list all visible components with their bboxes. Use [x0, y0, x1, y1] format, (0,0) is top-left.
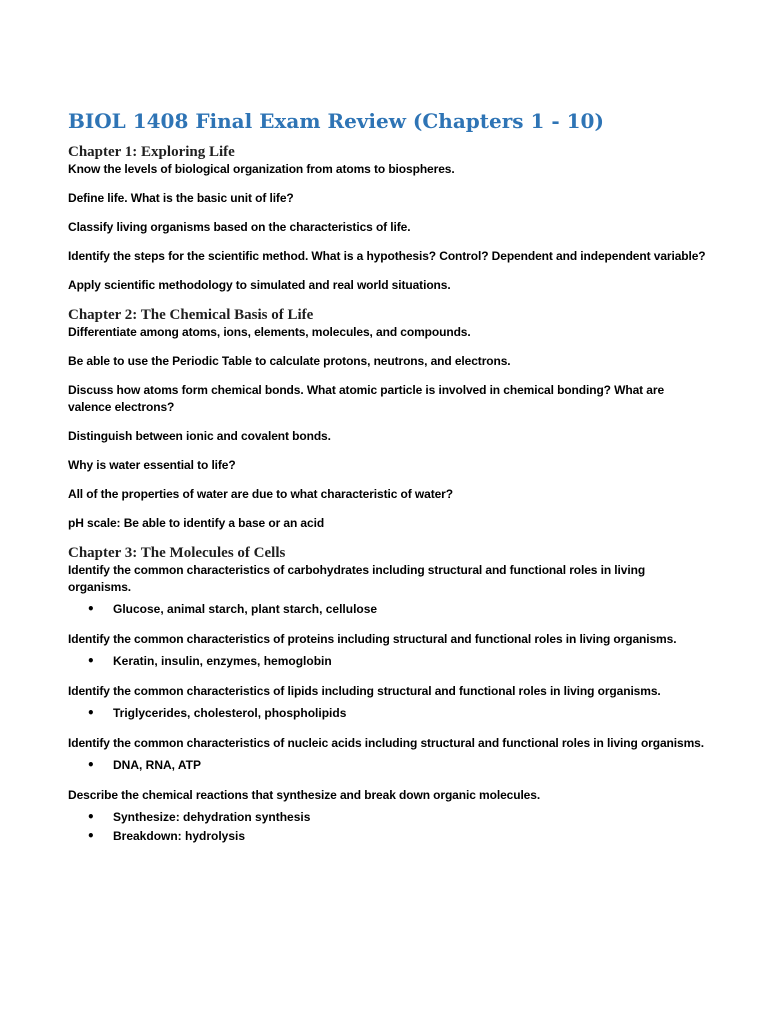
bullet-dot-icon: • [87, 758, 95, 772]
review-item: Identify the common characteristics of lipids including structural and functional roles in living organisms. [68, 684, 661, 698]
review-item: Classify living organisms based on the characteristics of life. [68, 220, 411, 234]
bullet-text: Synthesize: dehydration synthesis [113, 810, 311, 824]
bullet-dot-icon: • [87, 602, 95, 616]
bullet-list [68, 652, 708, 671]
chapter-heading: Chapter 3: The Molecules of Cells [68, 545, 286, 561]
review-item: Describe the chemical reactions that synthesize and break down organic molecules. [68, 788, 541, 802]
bullet-text: Breakdown: hydrolysis [113, 829, 246, 843]
review-item: Identify the steps for the scientific method. What is a hypothesis? Control? Dependent and independent variable? [68, 249, 706, 263]
review-item: Identify the common characteristics of nucleic acids including structural and functional roles in living organisms. [68, 736, 704, 750]
review-item: Discuss how atoms form chemical bonds. What atomic particle is involved in chemical bonding? What are valence electrons? [68, 383, 665, 414]
bullet-item [68, 704, 708, 723]
document-page [68, 108, 708, 858]
review-item: Know the levels of biological organization from atoms to biospheres. [68, 162, 455, 176]
bullet-item [68, 827, 708, 846]
chapter-list [68, 143, 708, 846]
review-item: Be able to use the Periodic Table to calculate protons, neutrons, and electrons. [68, 354, 511, 368]
bullet-text: Triglycerides, cholesterol, phospholipids [113, 706, 347, 720]
bullet-item [68, 600, 708, 619]
bullet-item [68, 652, 708, 671]
chapter-heading: Chapter 1: Exploring Life [68, 144, 235, 160]
bullet-item [68, 756, 708, 775]
bullet-dot-icon: • [87, 706, 95, 720]
chapter-section [68, 143, 708, 294]
bullet-dot-icon: • [87, 829, 95, 843]
bullet-text: Keratin, insulin, enzymes, hemoglobin [113, 654, 332, 668]
review-item: Differentiate among atoms, ions, elements, molecules, and compounds. [68, 325, 471, 339]
document-title: BIOL 1408 Final Exam Review (Chapters 1 - 10) [68, 109, 604, 133]
bullet-text: Glucose, animal starch, plant starch, cellulose [113, 602, 378, 616]
bullet-list [68, 600, 708, 619]
bullet-text: DNA, RNA, ATP [113, 758, 201, 772]
review-item: Identify the common characteristics of carbohydrates including structural and functional roles in living organisms. [68, 563, 646, 594]
bullet-dot-icon: • [87, 810, 95, 824]
review-item: All of the properties of water are due to what characteristic of water? [68, 487, 453, 501]
bullet-list [68, 808, 708, 846]
bullet-list [68, 756, 708, 775]
bullet-item [68, 808, 708, 827]
chapter-heading: Chapter 2: The Chemical Basis of Life [68, 307, 314, 323]
review-item: pH scale: Be able to identify a base or an acid [68, 516, 325, 530]
review-item: Identify the common characteristics of proteins including structural and functional roles in living organisms. [68, 632, 677, 646]
review-item: Why is water essential to life? [68, 458, 236, 472]
review-item: Distinguish between ionic and covalent bonds. [68, 429, 331, 443]
bullet-dot-icon: • [87, 654, 95, 668]
chapter-section [68, 544, 708, 846]
review-item: Define life. What is the basic unit of life? [68, 191, 294, 205]
chapter-section [68, 306, 708, 532]
review-item: Apply scientific methodology to simulated and real world situations. [68, 278, 451, 292]
bullet-list [68, 704, 708, 723]
